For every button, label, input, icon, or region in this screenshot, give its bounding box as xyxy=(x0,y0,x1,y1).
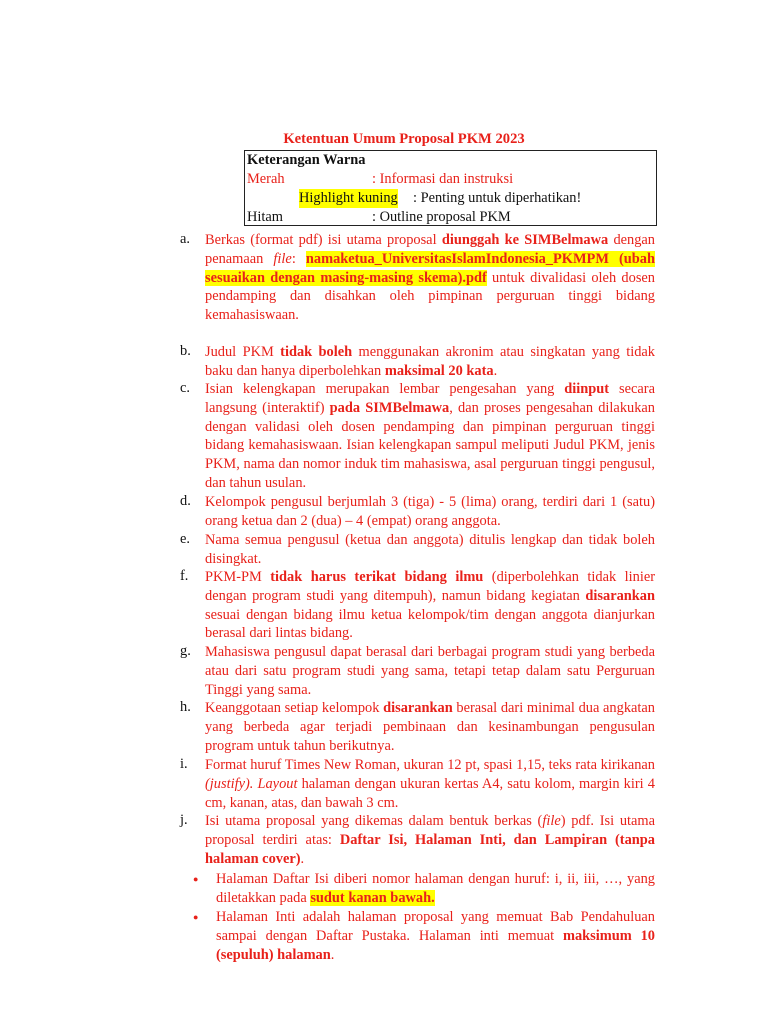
legend-row-black xyxy=(247,208,652,227)
bullet-dot-icon: ● xyxy=(193,874,199,884)
list-marker: b. xyxy=(180,343,191,359)
list-item-text: Halaman Inti adalah halaman proposal yang memuat Bab Pendahuluan sampai dengan Daftar Pustaka. Halaman inti memuat maksimum 10 (sepuluh) halaman. xyxy=(216,909,655,963)
filename-format: namaketua_UniversitasIslamIndonesia_PKMPM (ubah sesuaikan dengan masing-masing skema).pdf xyxy=(205,250,655,286)
list-item-text: Isian kelengkapan merupakan lembar pengesahan yang diinput secara langsung (interaktif) pada SIMBelmawa, dan proses pengesahan dilakukan dengan validasi oleh dosen pendamping dan pimpinan perguruan tinggi bidang kemahasiswaan. Isian kelengkapan sampul meliputi Judul PKM, jenis PKM, nama dan nomor induk tim mahasiswa, asal perguruan tinggi pengusul, dan tahun usulan. xyxy=(205,381,655,491)
legend-row-yellow xyxy=(247,189,652,208)
legend-desc-yellow: : Penting untuk diperhatikan! xyxy=(413,190,582,206)
list-item-text: Format huruf Times New Roman, ukuran 12 pt, spasi 1,15, teks rata kirikanan (justify). Layout halaman dengan ukuran kertas A4, satu kolom, margin kiri 4 cm, kanan, atas, dan bawah 3 cm. xyxy=(205,757,655,811)
list-item-text: Berkas (format pdf) isi utama proposal diunggah ke SIMBelmawa dengan penamaan file: namaketua_UniversitasIslamIndonesia_PKMPM (ubah sesuaikan dengan masing-masing skema).pdf untuk divalidasi oleh dosen pendamping dan disahkan oleh pimpinan perguruan tinggi bidang kemahasiswaan. xyxy=(205,232,656,324)
list-item-text: Kelompok pengusul berjumlah 3 (tiga) - 5 (lima) orang, terdiri dari 1 (satu) orang ketua dan 2 (dua) – 4 (empat) orang anggota. xyxy=(205,494,655,529)
legend-desc-black: : Outline proposal PKM xyxy=(372,209,511,225)
list-item-text: Halaman Daftar Isi diberi nomor halaman dengan huruf: i, ii, iii, …, yang diletakkan pada sudut kanan bawah. xyxy=(216,871,655,906)
list-item-text: Mahasiswa pengusul dapat berasal dari berbagai program studi yang berbeda atau dari satu program studi yang sama, tetapi tetap dalam satu Perguruan Tinggi yang sama. xyxy=(205,644,655,698)
legend-label-red: Merah xyxy=(247,171,285,187)
bullet-dot-icon: ● xyxy=(193,912,199,922)
color-legend-table xyxy=(244,150,657,226)
list-item-text: Judul PKM tidak boleh menggunakan akronim atau singkatan yang tidak baku dan hanya diperbolehkan maksimal 20 kata. xyxy=(205,344,655,379)
list-marker: f. xyxy=(180,568,189,584)
list-item-text: Isi utama proposal yang dikemas dalam bentuk berkas (file) pdf. Isi utama proposal terdiri atas: Daftar Isi, Halaman Inti, dan Lampiran (tanpa halaman cover). xyxy=(205,813,655,867)
list-marker: d. xyxy=(180,493,191,509)
legend-label-yellow: Highlight kuning xyxy=(299,190,398,206)
list-marker: e. xyxy=(180,531,190,547)
list-marker: g. xyxy=(180,643,191,659)
list-marker: h. xyxy=(180,699,191,715)
legend-desc-red: : Informasi dan instruksi xyxy=(372,171,514,187)
document-title: Ketentuan Umum Proposal PKM 2023 xyxy=(283,131,525,147)
list-marker: a. xyxy=(180,231,190,247)
list-marker: i. xyxy=(180,756,188,772)
list-marker: c. xyxy=(180,380,190,396)
list-item-text: PKM-PM tidak harus terikat bidang ilmu (diperbolehkan tidak linier dengan program studi yang ditempuh), namun bidang kegiatan disarankan sesuai dengan bidang ilmu ketua kelompok/tim dengan anggota dianjurkan berasal dari lintas bidang. xyxy=(205,569,656,642)
list-marker: j. xyxy=(180,812,188,828)
legend-heading: Keterangan Warna xyxy=(247,152,366,168)
list-item-text: Keanggotaan setiap kelompok disarankan berasal dari minimal dua angkatan yang berbeda agar terjadi pembinaan dan kesinambungan pengusulan program untuk tahun berikutnya. xyxy=(205,700,655,754)
list-item-text: Nama semua pengusul (ketua dan anggota) ditulis lengkap dan tidak boleh disingkat. xyxy=(205,532,655,567)
legend-row-red xyxy=(247,170,652,189)
legend-label-black: Hitam xyxy=(247,209,283,225)
